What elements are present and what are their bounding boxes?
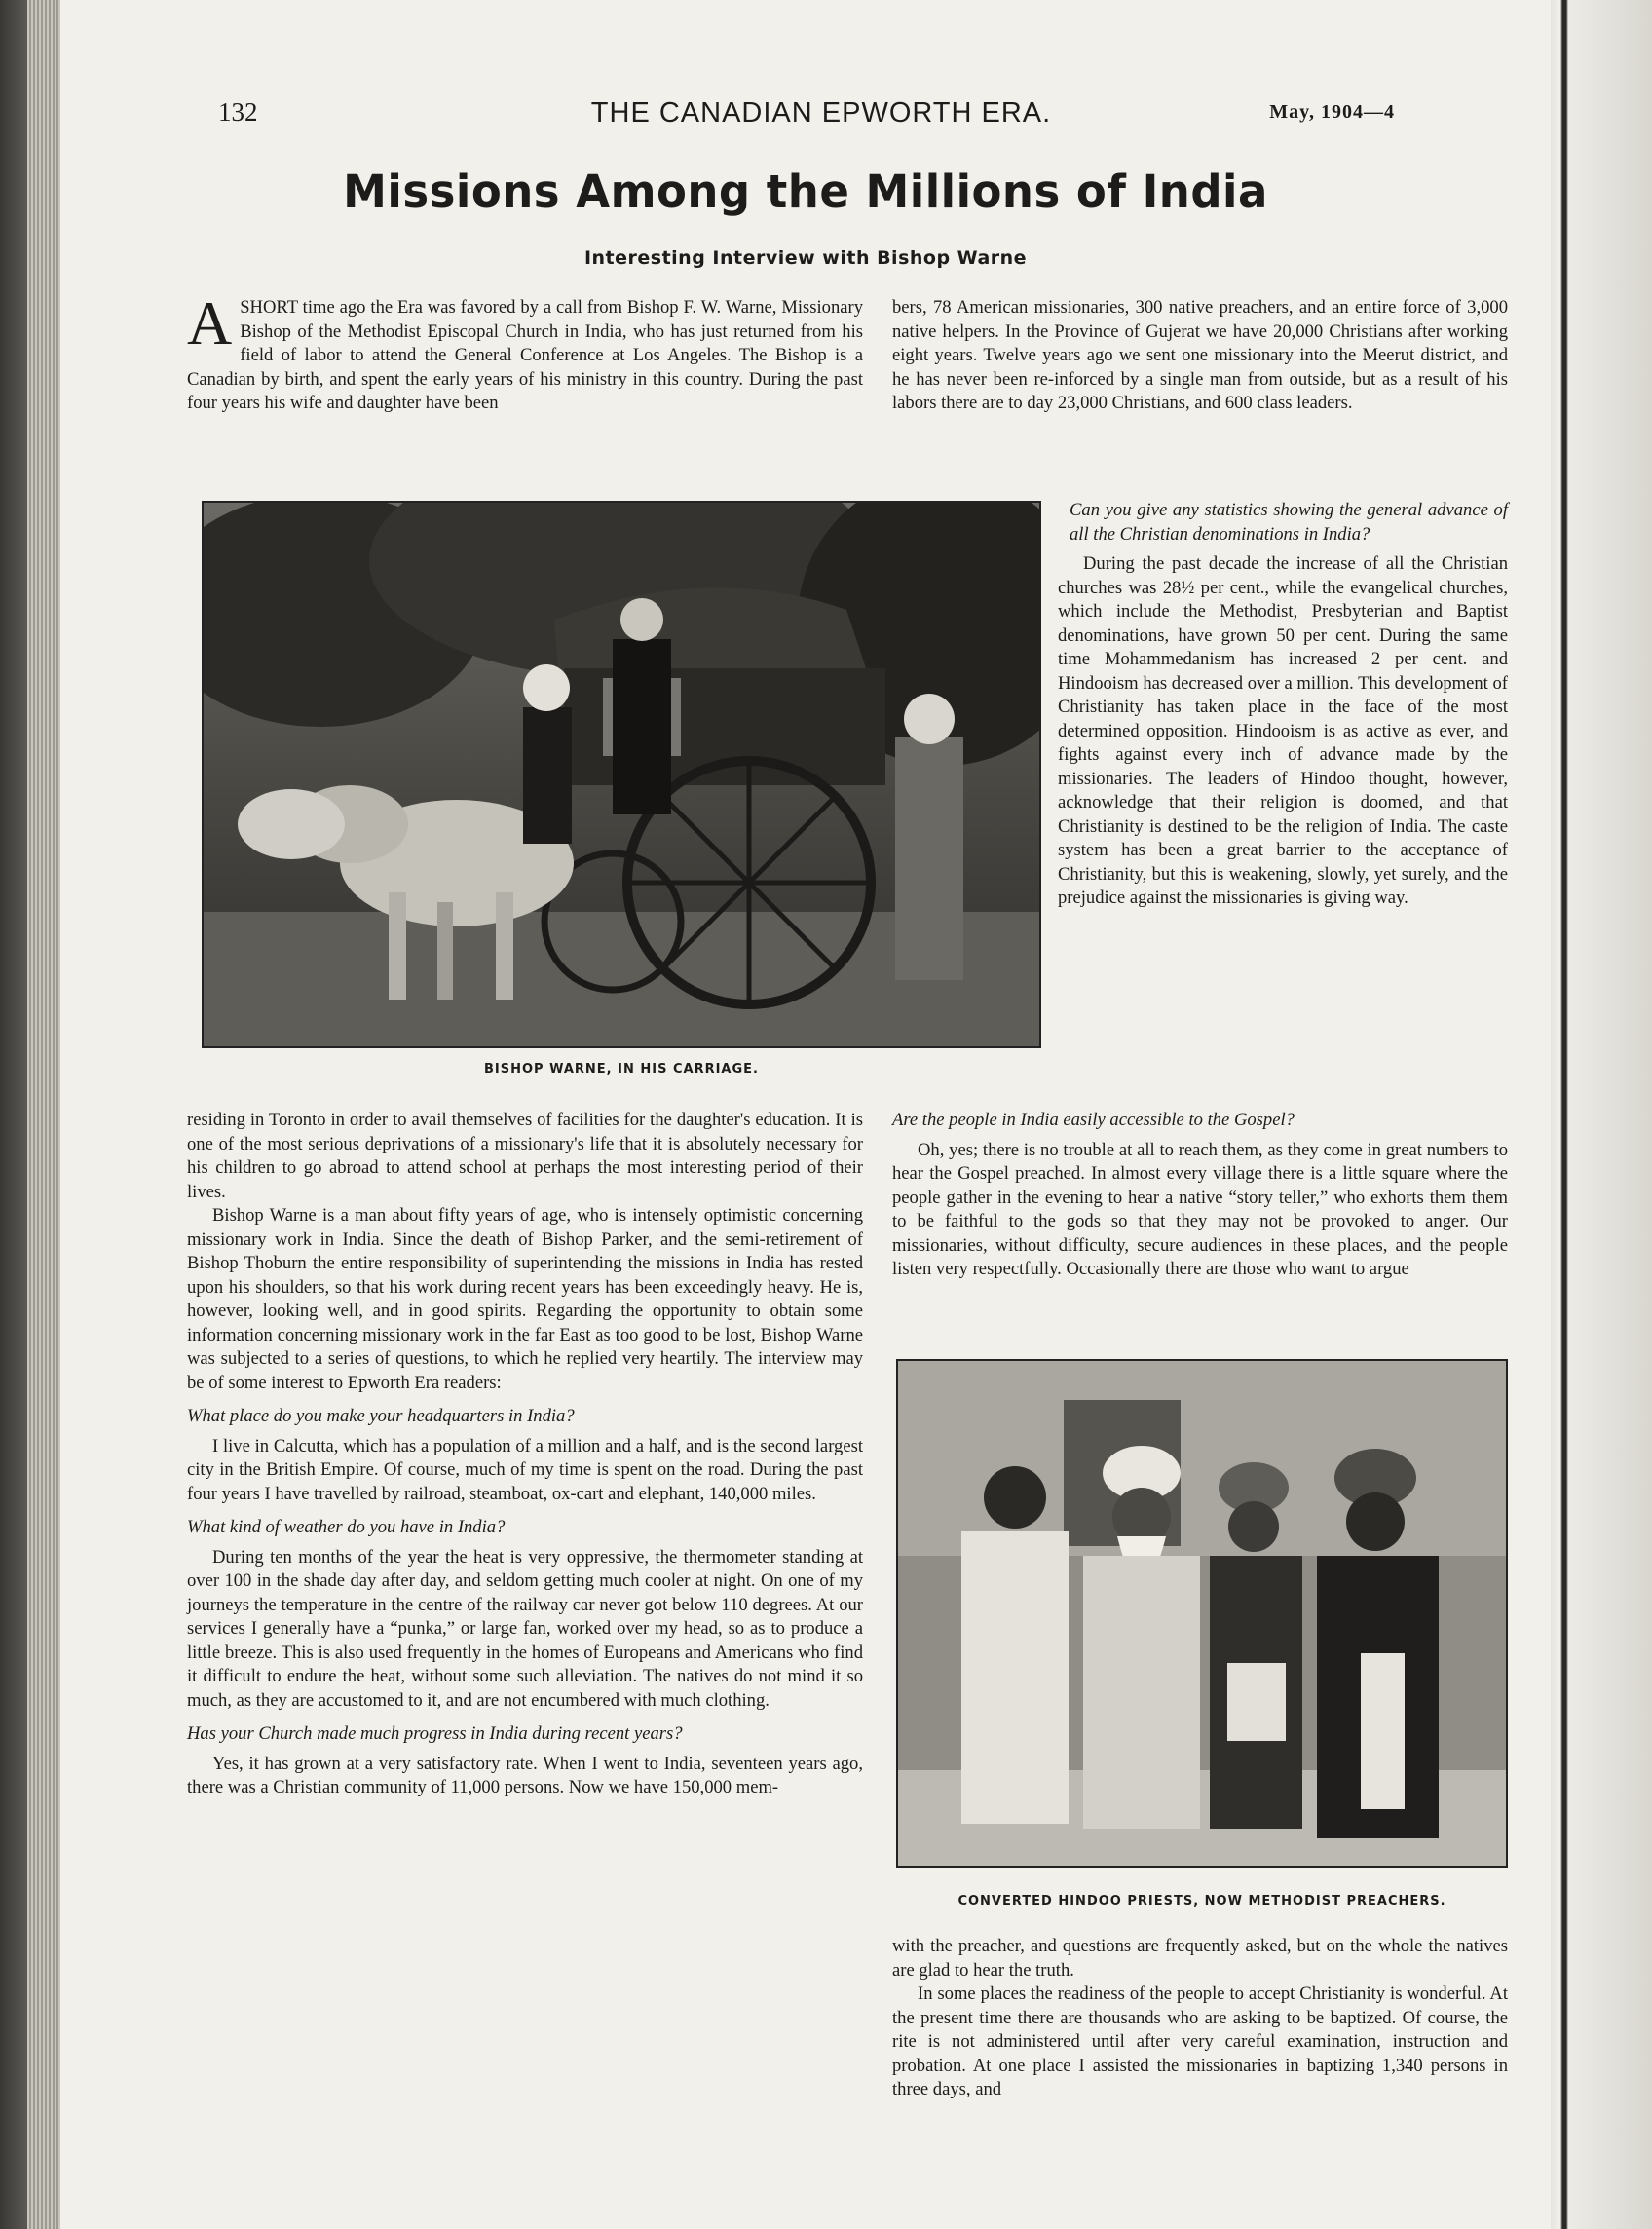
- col-right-bottom: [892, 1935, 1508, 2102]
- col2-top-paragraph: bers, 78 American missionaries, 300 native preachers, and an entire force of 3,000 native helpers. In the Province of Gujerat we have 20,000 Christians after working eight years. Twelve years ago we sent one missionary into the Meerut district, and he has never been re-inforced by a single man from outside, but as a result of his labors there are to day 23,000 Christians, and 600 class leaders.: [892, 297, 1508, 413]
- answer-accessible: Oh, yes; there is no trouble at all to reach them, as they come in great numbers to hear the Gospel preached. In almost every village there is a little square where the people gather in the evening to hear a native “story teller,” who exhorts them them to be faithful to the gods so that they may not be provoked to anger. Our missionaries, without difficulty, secure audiences in these places, and the people listen very respectfully. Occasionally there are those who want to argue: [892, 1139, 1508, 1279]
- issue-date: May, 1904—4: [1269, 101, 1395, 123]
- intro-paragraph: [187, 288, 863, 416]
- paragraph-education: residing in Toronto in order to avail themselves of facilities for the daughter's education. It is one of the most serious deprivations of a missionary's life that it is absolutely necessary for his children to go abroad to attend school at perhaps the most interesting period of their lives.: [187, 1110, 863, 1202]
- question-weather: What kind of weather do you have in India?: [187, 1517, 506, 1537]
- question-progress: Has your Church made much progress in India during recent years?: [187, 1723, 683, 1744]
- col-right-statistics: [1058, 489, 1508, 911]
- answer-statistics: During the past decade the increase of all the Christian churches was 28½ per cent., while the evangelical churches, which include the Methodist, Presbyterian and Baptist denominations, have grown 50 per cent. During the same time Mohammedanism has increased 2 per cent. and Hindooism has decreased over a million. This development of Christianity has taken place in the face of the most determined opposition. Hindooism is as active as ever, and fights against every inch of advance made by the missionaries. The leaders of Hindoo thought, however, acknowledge that their religion is doomed, and that Christianity is destined to be the religion of India. The caste system has been a great barrier to the acceptance of Christianity, but this is weakening, slowly, yet surely, and the prejudice against the missionaries is giving way.: [1058, 553, 1508, 908]
- question-statistics: Can you give any statistics showing the general advance of all the Christian denominations in India?: [1070, 500, 1508, 545]
- carriage-caption: BISHOP WARNE, IN HIS CARRIAGE.: [483, 1062, 759, 1077]
- col-left-lower: [187, 1109, 863, 1800]
- article-title: Missions Among the Millions of India: [343, 166, 1268, 217]
- paragraph-preacher: with the preacher, and questions are frequently asked, but on the whole the natives are glad to hear the truth.: [892, 1936, 1508, 1981]
- paragraph-bishop-warne: Bishop Warne is a man about fifty years of age, who is intensely optimistic concerning missionary work in India. Since the death of Bishop Parker, and the semi-retirement of Bishop Thoburn the entire responsibility of superintending the missions in India has rested upon his shoulders, so that his work during recent years has been exceedingly heavy. He is, however, looking well, and in good spirits. Regarding the opportunity to obtain some information concerning missionary work in the far East as too good to be lost, Bishop Warne was subjected to a series of questions, to which he replied very heartily. The interview may be of some interest to Epworth Era readers:: [187, 1205, 863, 1393]
- answer-progress: Yes, it has grown at a very satisfactory rate. When I went to India, seventeen years ago, there was a Christian community of 11,000 persons. Now we have 150,000 mem-: [187, 1753, 863, 1797]
- journal-title: THE CANADIAN EPWORTH ERA.: [590, 97, 1052, 129]
- question-headquarters: What place do you make your headquarters in India?: [187, 1406, 575, 1426]
- paragraph-readiness: In some places the readiness of the people to accept Christianity is wonderful. At the present time there are thousands who are asking to be baptized. Of course, the rite is not administered until after very careful examination, instruction and probation. At one place I assisted the missionaries in baptizing 1,340 persons in three days, and: [892, 1983, 1508, 2099]
- col2-top-block: [892, 296, 1508, 416]
- answer-weather: During ten months of the year the heat is very oppressive, the thermometer standing at over 100 in the shade day after day, and seldom getting much cooler at night. On one of my journeys the temperature in the centre of the railway car never got below 110 degrees. At our services I generally have a “punka,” or large fan, worked over my head, so as to produce a little breeze. This is also used frequently in the homes of Europeans and Americans who find it difficult to endure the heat, without some such alleviation. The natives do not mind it so much, as they are accustomed to it, and are not encumbered with much clothing.: [187, 1546, 863, 1711]
- priests-photo-image: [898, 1361, 1506, 1866]
- page-number: 132: [218, 97, 258, 127]
- binding-gutter: [1551, 0, 1652, 2229]
- answer-headquarters: I live in Calcutta, which has a population of a million and a half, and is the second largest city in the British Empire. Of course, much of my time is spent on the road. During the past four years I have travelled by railroad, steamboat, ox-cart and elephant, 140,000 miles.: [187, 1435, 863, 1504]
- running-head: [154, 97, 1488, 136]
- article-subtitle: Interesting Interview with Bishop Warne: [583, 247, 1028, 269]
- question-accessible: Are the people in India easily accessible to the Gospel?: [892, 1110, 1295, 1130]
- priests-caption: CONVERTED HINDOO PRIESTS, NOW METHODIST PREACHERS.: [957, 1894, 1446, 1908]
- intro-block: [187, 288, 863, 416]
- priests-photo: [896, 1359, 1508, 1868]
- drop-cap: A: [187, 288, 233, 358]
- carriage-photo-image: [204, 503, 1039, 1046]
- carriage-photo: [202, 501, 1041, 1048]
- intro-text: SHORT time ago the Era was favored by a call from Bishop F. W. Warne, Missionary Bishop of the Methodist Episcopal Church in India, who has just returned from his field of labor to attend the General Conference at Los Angeles. The Bishop is a Canadian by birth, and spent the early years of his ministry in this country. During the past four years his wife and daughter have been: [187, 297, 863, 413]
- magazine-page: [60, 0, 1551, 2229]
- col-right-accessible: [892, 1109, 1508, 1282]
